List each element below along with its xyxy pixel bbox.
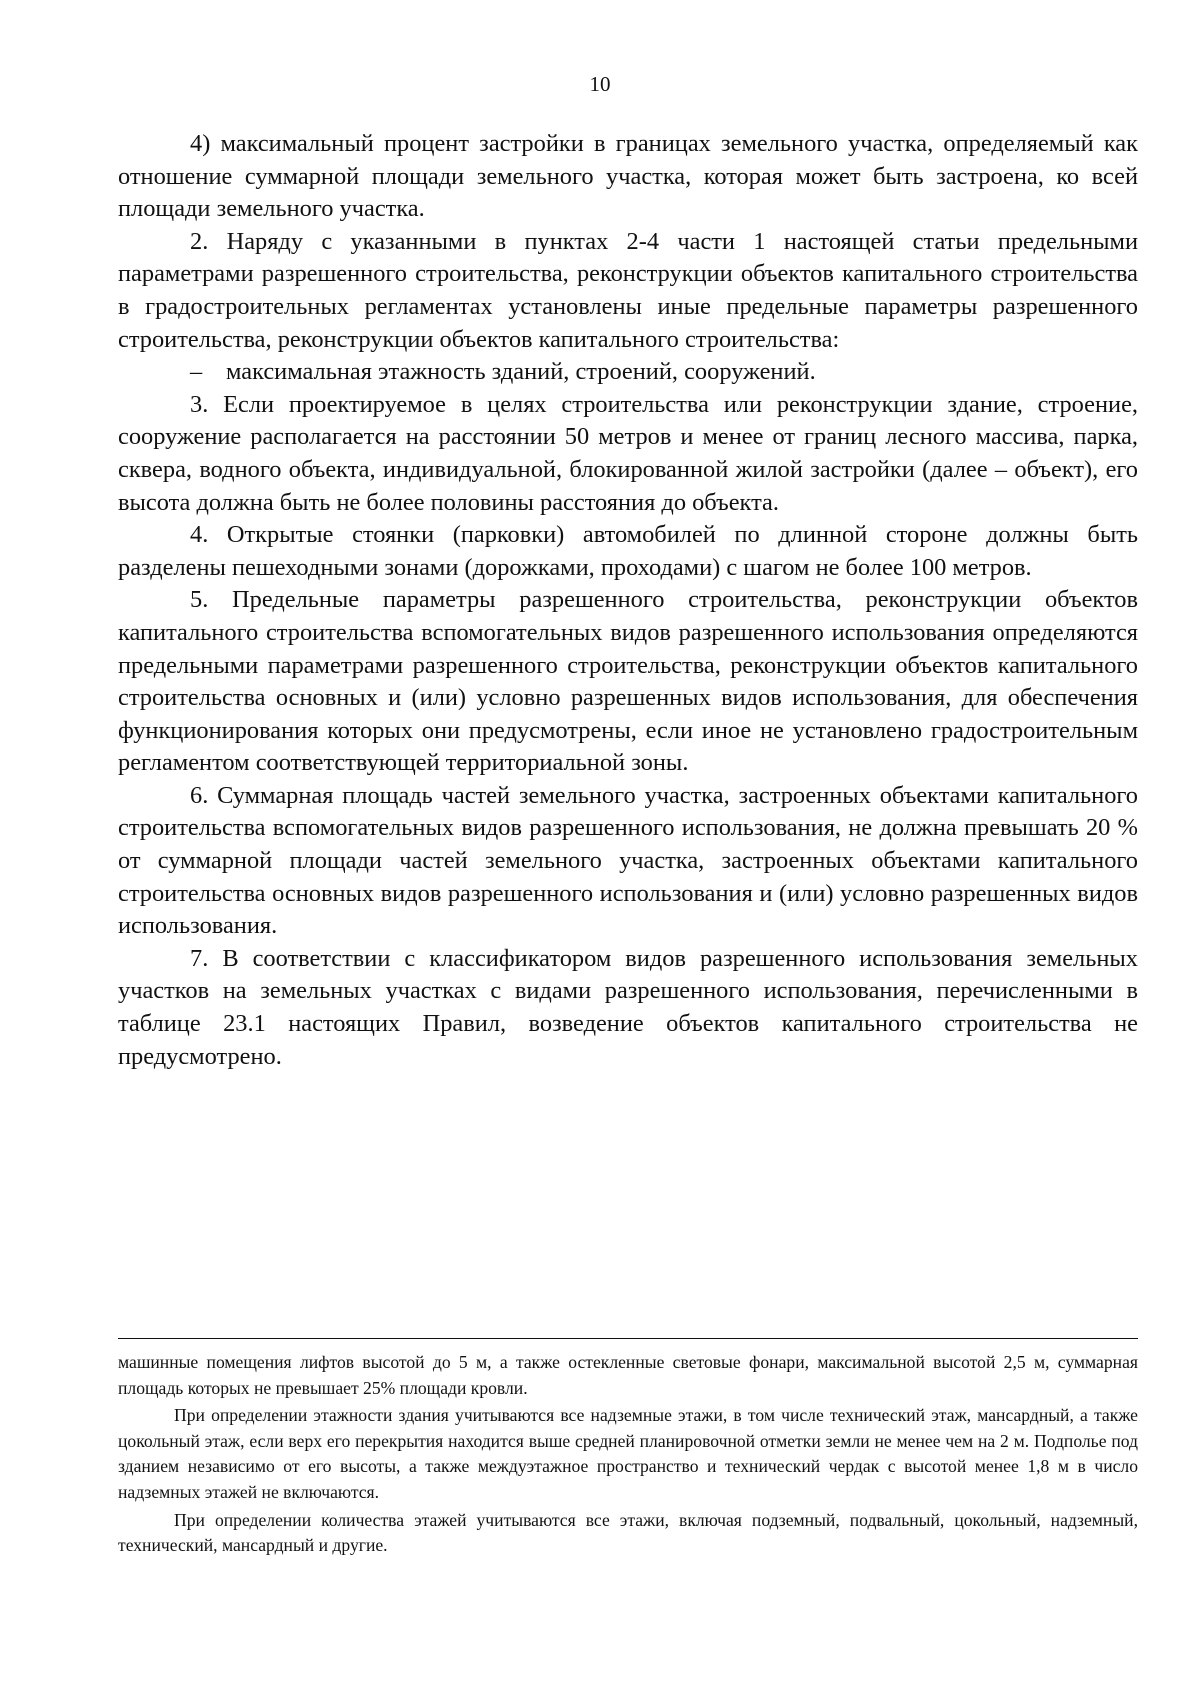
main-text xyxy=(118,128,1138,1073)
paragraph-7: 7. В соответствии с классификатором видов разрешенного использования земельных участков на земельных участках с видами разрешенного использования, перечисленными в таблице 23.1 настоящих Правил, возведение объектов капитального строительства не предусмотрено. xyxy=(118,944,1138,1070)
footnote-floor-count: При определении количества этажей учитываются все этажи, включая подземный, подвальный, цокольный, надземный, технический, мансардный и другие. xyxy=(118,1509,1138,1556)
footnote-floors-above-ground: При определении этажности здания учитываются все надземные этажи, в том числе технический этаж, мансардный, а также цокольный этаж, если верх его перекрытия находится выше средней планировочной отметки земли не менее чем на 2 м. Подполье под зданием независимо от его высоты, а также междуэтажное пространство и технический чердак с высотой менее 1,8 м в число надземных этажей не включаются. xyxy=(118,1405,1138,1502)
paragraph-4: 4. Открытые стоянки (парковки) автомобилей по длинной стороне должны быть разделены пешеходными зонами (дорожками, проходами) с шагом не более 100 метров. xyxy=(118,521,1138,581)
paragraph-6: 6. Суммарная площадь частей земельного участка, застроенных объектами капитального строительства вспомогательных видов разрешенного использования, не должна превышать 20 % от суммарной площади частей земельного участка, застроенных объектами капитального строительства основных видов разрешенного использования и (или) условно разрешенных видов использования. xyxy=(118,781,1138,940)
dash-item-text: максимальная этажность зданий, строений, сооружений. xyxy=(226,358,816,386)
footnotes xyxy=(118,1350,1138,1561)
paragraph-3: 3. Если проектируемое в целях строительства или реконструкции здание, строение, сооружение располагается на расстоянии 50 метров и менее от границ лесного массива, парка, сквера, водного объекта, индивидуальной, блокированной жилой застройки (далее – объект), его высота должна быть не более половины расстояния до объекта. xyxy=(118,390,1138,516)
footnote-continuation: машинные помещения лифтов высотой до 5 м, а также остекленные световые фонари, максимальной высотой 2,5 м, суммарная площадь которых не превышает 25% площади кровли. xyxy=(118,1352,1138,1398)
paragraph-5: 5. Предельные параметры разрешенного строительства, реконструкции объектов капитального строительства вспомогательных видов разрешенного использования определяются предельными параметрами разрешенного строительства, реконструкции объектов капитального строительства основных и (или) условно разрешенных видов использования, для обеспечения функционирования которых они предусмотрены, если иное не установлено градостроительным регламентом соответствующей территориальной зоны. xyxy=(118,586,1138,777)
page-number: 10 xyxy=(589,72,611,96)
dash-list-item xyxy=(118,356,1138,389)
dash-marker: – xyxy=(190,358,203,386)
paragraph-2: 2. Наряду с указанными в пунктах 2-4 части 1 настоящей статьи предельными параметрами разрешенного строительства, реконструкции объектов капитального строительства в градостроительных регламентах установлены иные предельные параметры разрешенного строительства, реконструкции объектов капитального строительства: xyxy=(118,227,1138,353)
footnote-separator xyxy=(118,1338,1138,1339)
paragraph-item-4: 4) максимальный процент застройки в границах земельного участка, определяемый как отношение суммарной площади земельного участка, которая может быть застроена, ко всей площади земельного участка. xyxy=(118,130,1138,223)
